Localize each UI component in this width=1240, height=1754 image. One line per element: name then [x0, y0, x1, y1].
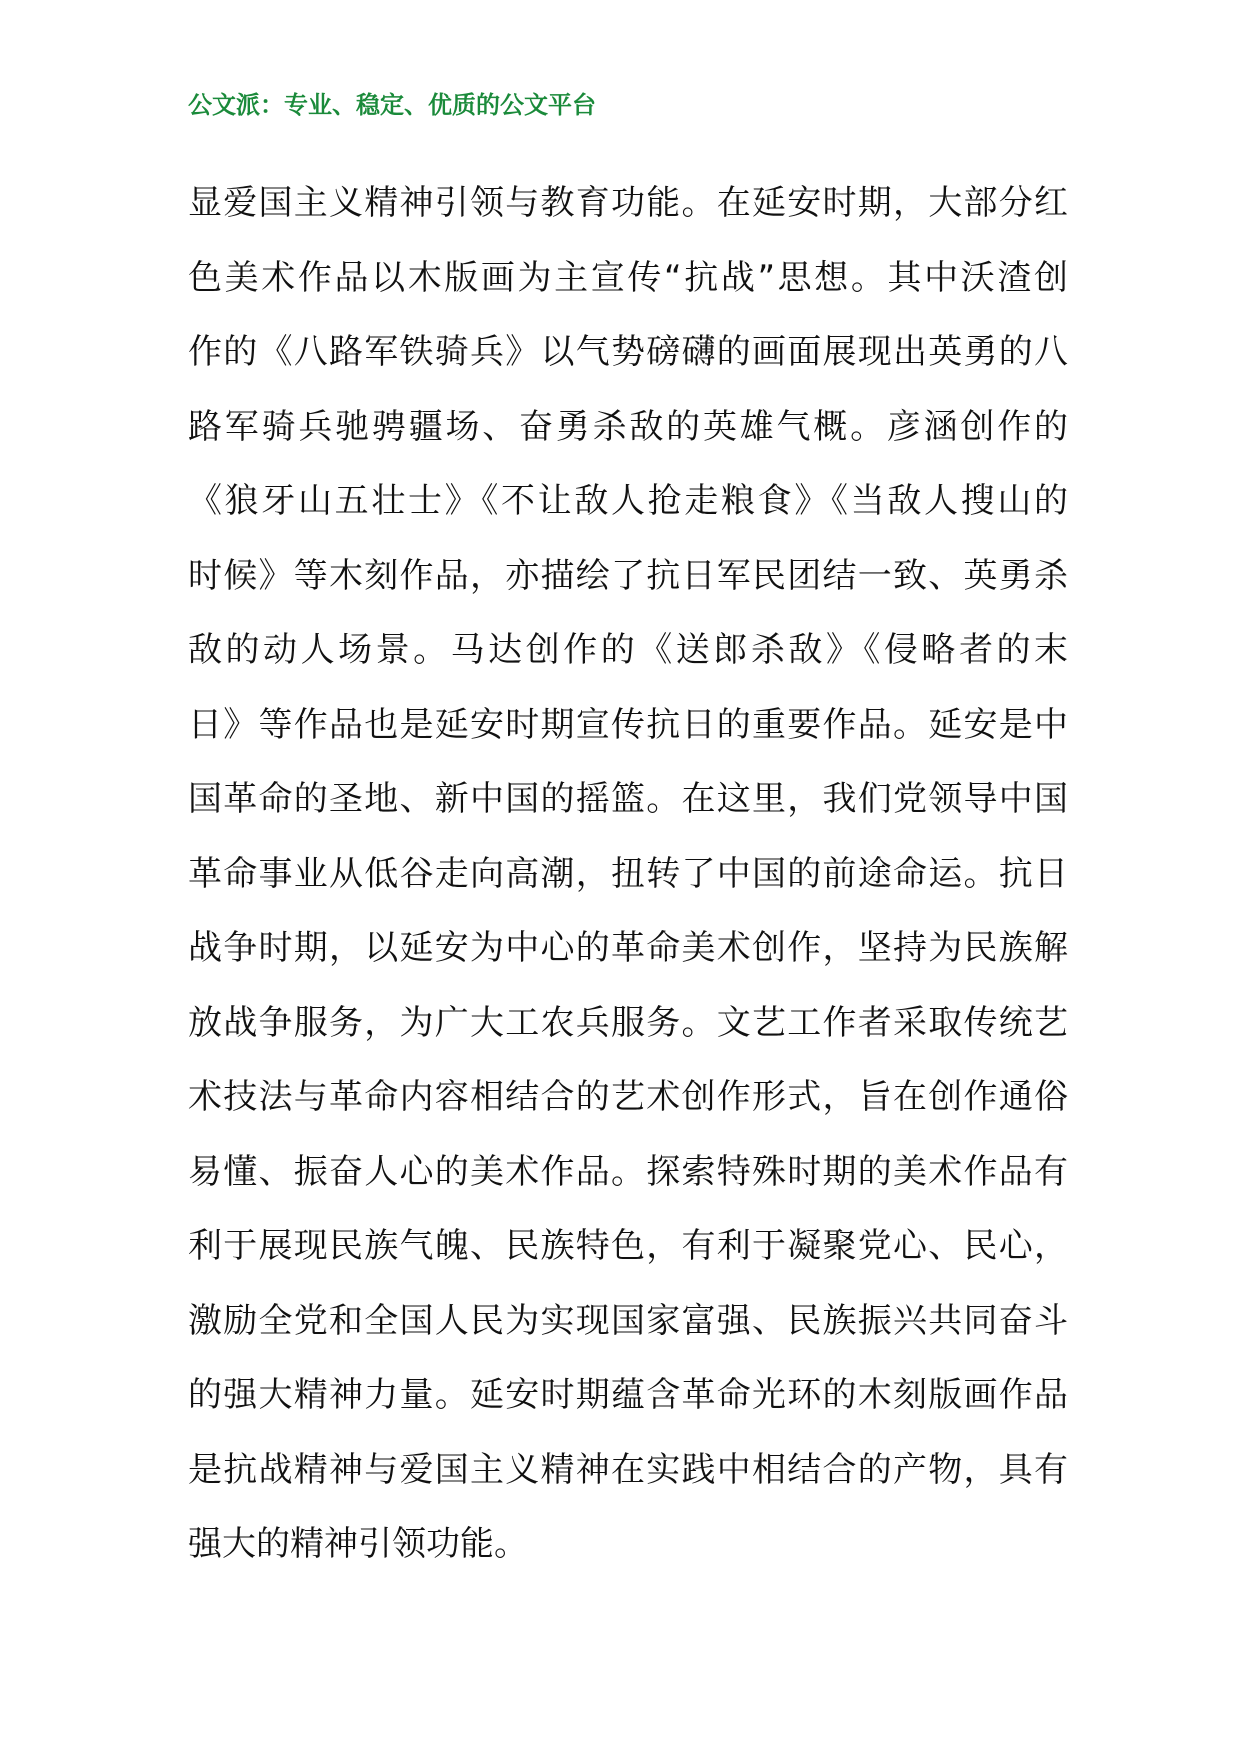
text-line: 革命事业从低谷走向高潮，扭转了中国的前途命运。抗日	[188, 853, 1068, 894]
text-line: 战争时期，以延安为中心的革命美术创作，坚持为民族解	[188, 928, 1068, 968]
text-line: 显爱国主义精神引领与教育功能。在延安时期，大部分红	[188, 183, 1068, 223]
text-line: 敌的动人场景。马达创作的《送郎杀敌》《侵略者的末	[188, 630, 1068, 670]
text-line: 《狼牙山五壮士》《不让敌人抢走粮食》《当敌人搜山的	[188, 481, 1068, 521]
page-header: 公文派：专业、稳定、优质的公文平台	[188, 91, 596, 119]
text-line: 日》等作品也是延安时期宣传抗日的重要作品。延安是中	[188, 704, 1068, 745]
text-line: 激励全党和全国人民为实现国家富强、民族振兴共同奋斗	[188, 1300, 1068, 1341]
text-line: 是抗战精神与爱国主义精神在实践中相结合的产物，具有	[188, 1449, 1068, 1490]
text-line: 放战争服务，为广大工农兵服务。文艺工作者采取传统艺	[188, 1002, 1068, 1043]
text-line: 强大的精神引领功能。	[188, 1524, 528, 1564]
text-line: 路军骑兵驰骋疆场、奋勇杀敌的英雄气概。彦涵创作的	[188, 406, 1068, 447]
text-line: 国革命的圣地、新中国的摇篮。在这里，我们党领导中国	[188, 779, 1068, 819]
text-line: 的强大精神力量。延安时期蕴含革命光环的木刻版画作品	[188, 1375, 1068, 1415]
text-line: 利于展现民族气魄、民族特色，有利于凝聚党心、民心，	[188, 1226, 1068, 1266]
body-paragraph	[188, 166, 1068, 1582]
text-line: 易懂、振奋人心的美术作品。探索特殊时期的美术作品有	[188, 1151, 1068, 1192]
text-line: 作的《八路军铁骑兵》以气势磅礴的画面展现出英勇的八	[188, 332, 1068, 372]
text-line: 色美术作品以木版画为主宣传“抗战”思想。其中沃渣创	[188, 257, 1068, 298]
text-line: 术技法与革命内容相结合的艺术创作形式，旨在创作通俗	[188, 1077, 1068, 1117]
text-line: 时候》等木刻作品，亦描绘了抗日军民团结一致、英勇杀	[188, 555, 1068, 596]
